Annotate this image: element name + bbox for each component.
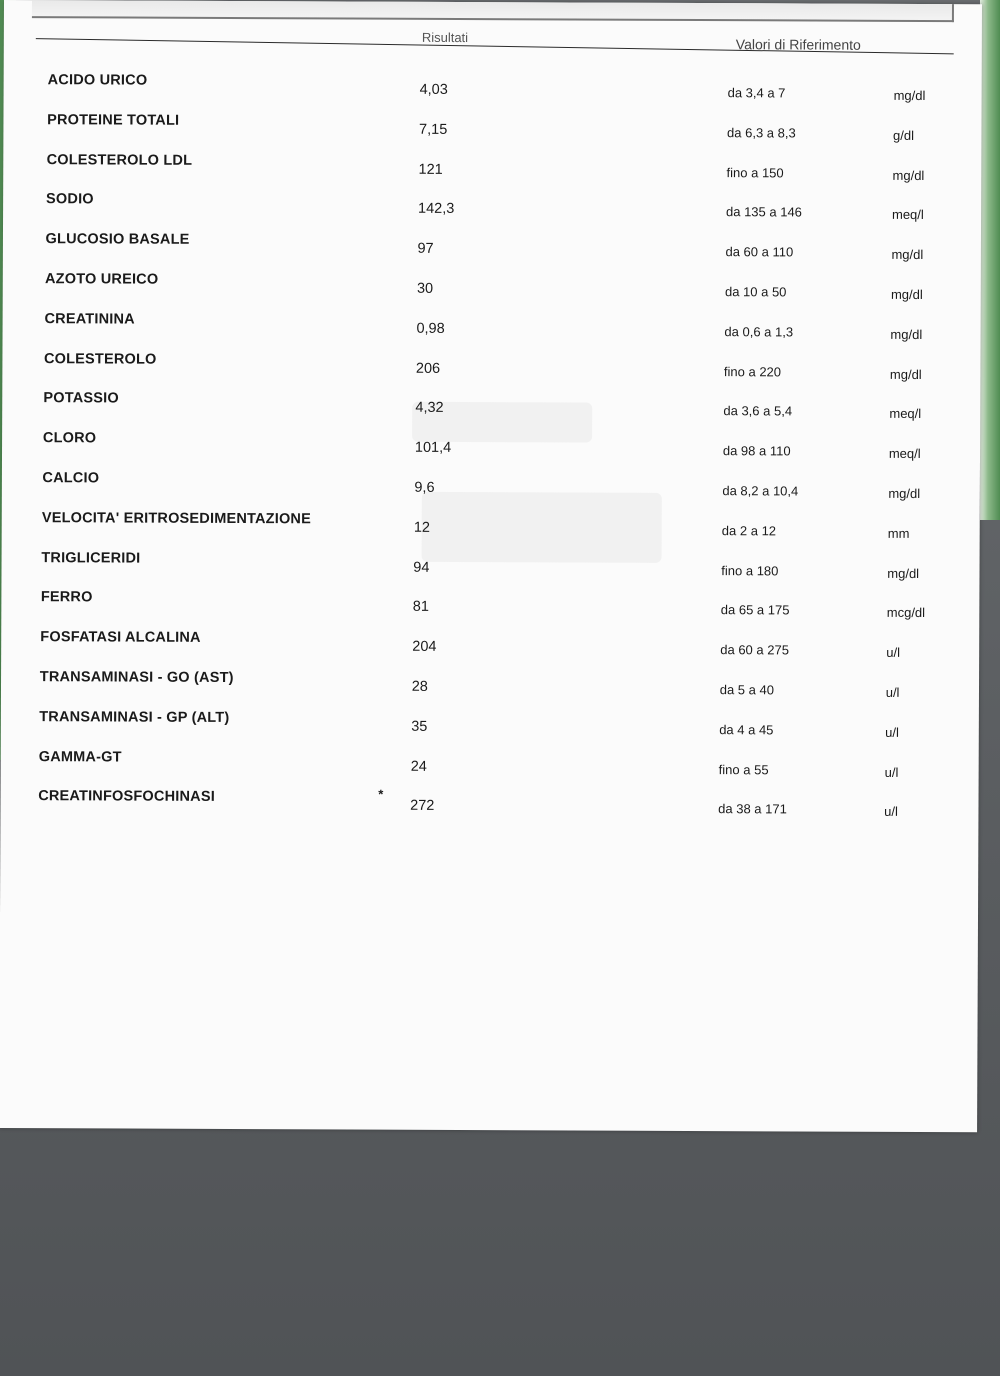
table-row: [2, 509, 980, 541]
reference-range: da 38 a 171: [718, 801, 787, 817]
test-result: 272: [410, 798, 435, 815]
table-row: [1, 549, 979, 581]
test-result: 4,32: [415, 400, 444, 417]
table-row: [3, 231, 981, 263]
reference-range: da 60 a 275: [720, 642, 789, 658]
reference-range: da 8,2 a 10,4: [722, 483, 799, 499]
unit: mg/dl: [891, 247, 924, 263]
unit: mg/dl: [889, 366, 922, 382]
table-row: [1, 669, 979, 700]
reference-range: da 65 a 175: [720, 602, 790, 618]
unit: u/l: [885, 684, 900, 700]
test-result: 204: [412, 638, 437, 656]
test-result: 121: [418, 161, 443, 178]
test-result: 81: [412, 599, 429, 616]
reference-range: da 5 a 40: [719, 682, 774, 698]
reference-range: da 2 a 12: [721, 522, 777, 539]
reference-range: fino a 220: [723, 363, 782, 379]
table-row: [3, 111, 981, 143]
reference-range: da 4 a 45: [719, 721, 774, 738]
reference-range: da 135 a 146: [725, 204, 802, 220]
test-result: 24: [410, 758, 427, 775]
test-name: GLUCOSIO BASALE: [45, 231, 190, 248]
test-result: 0,98: [416, 320, 445, 337]
test-name: FOSFATASI ALCALINA: [40, 629, 201, 647]
test-result: 4,03: [419, 81, 448, 98]
table-row: [1, 629, 979, 661]
reference-range: da 0,6 a 1,3: [724, 323, 794, 340]
table-row: [2, 470, 980, 502]
test-name: CLORO: [42, 430, 97, 447]
test-name: CREATININA: [44, 310, 135, 328]
test-result: 28: [411, 678, 428, 695]
table-row: [1, 708, 979, 740]
reference-range: da 10 a 50: [724, 284, 787, 300]
table-row: [3, 191, 981, 223]
test-name: AZOTO UREICO: [44, 271, 159, 288]
table-row: [2, 390, 980, 422]
table-row: [0, 787, 978, 820]
unit: g/dl: [893, 127, 915, 143]
test-result: 142,3: [417, 201, 455, 218]
unit: u/l: [885, 724, 899, 740]
reference-range: da 3,4 a 7: [727, 85, 786, 101]
table-row: [4, 72, 982, 104]
table-row: [2, 430, 980, 462]
test-name: TRIGLICERIDI: [41, 549, 141, 567]
table-row: [3, 271, 981, 303]
test-name: SODIO: [46, 191, 94, 208]
unit: mg/dl: [888, 485, 921, 502]
unit: mcg/dl: [886, 605, 926, 621]
reference-range: da 3,6 a 5,4: [723, 403, 793, 419]
test-result: 12: [413, 519, 431, 536]
unit: mg/dl: [887, 565, 920, 581]
unit: u/l: [884, 804, 898, 820]
table-row: [2, 350, 980, 382]
reference-column-header: Valori di Riferimento: [735, 36, 861, 53]
unit: mg/dl: [890, 326, 923, 342]
test-result: 94: [413, 559, 430, 576]
reference-range: fino a 150: [726, 164, 784, 180]
table-row: [3, 151, 981, 183]
results-column-header: Risultati: [421, 29, 469, 46]
reference-range: da 6,3 a 8,3: [727, 124, 796, 141]
reference-range: da 98 a 110: [722, 443, 791, 459]
out-of-range-flag: *: [378, 787, 384, 803]
test-result: 35: [411, 718, 428, 735]
unit: meq/l: [889, 406, 922, 422]
test-result: 7,15: [419, 121, 448, 138]
test-name: VELOCITA' ERITROSEDIMENTAZIONE: [41, 509, 312, 528]
test-name: COLESTEROLO LDL: [46, 151, 193, 169]
unit: mm: [887, 525, 910, 541]
test-name: COLESTEROLO: [43, 350, 157, 368]
unit: mg/dl: [890, 286, 923, 303]
previous-sheet-edge: [32, 0, 954, 22]
reference-range: fino a 55: [718, 761, 769, 777]
test-result: 97: [417, 240, 434, 258]
test-name: ACIDO URICO: [47, 72, 148, 89]
table-row: [1, 748, 979, 780]
test-name: TRANSAMINASI - GP (ALT): [39, 708, 230, 726]
test-result: 101,4: [414, 439, 452, 457]
test-result: 30: [416, 280, 434, 297]
scanner-edge-right: [980, 0, 1000, 520]
test-name: TRANSAMINASI - GO (AST): [39, 669, 234, 687]
unit: u/l: [886, 645, 901, 661]
reference-range: da 60 a 110: [725, 244, 794, 260]
unit: meq/l: [891, 207, 924, 223]
test-name: PROTEINE TOTALI: [47, 111, 180, 129]
table-row: [3, 310, 981, 342]
unit: meq/l: [888, 446, 921, 462]
table-row: [1, 589, 979, 621]
unit: mg/dl: [893, 87, 926, 104]
test-name: POTASSIO: [43, 390, 119, 407]
reference-range: fino a 180: [721, 562, 779, 578]
test-result: 206: [415, 360, 441, 377]
test-name: CREATINFOSFOCHINASI: [38, 788, 215, 806]
test-name: FERRO: [40, 589, 93, 606]
test-name: GAMMA-GT: [38, 748, 122, 766]
test-name: CALCIO: [42, 470, 100, 487]
unit: mg/dl: [892, 167, 925, 183]
test-result: 9,6: [414, 479, 435, 496]
unit: u/l: [884, 764, 899, 780]
